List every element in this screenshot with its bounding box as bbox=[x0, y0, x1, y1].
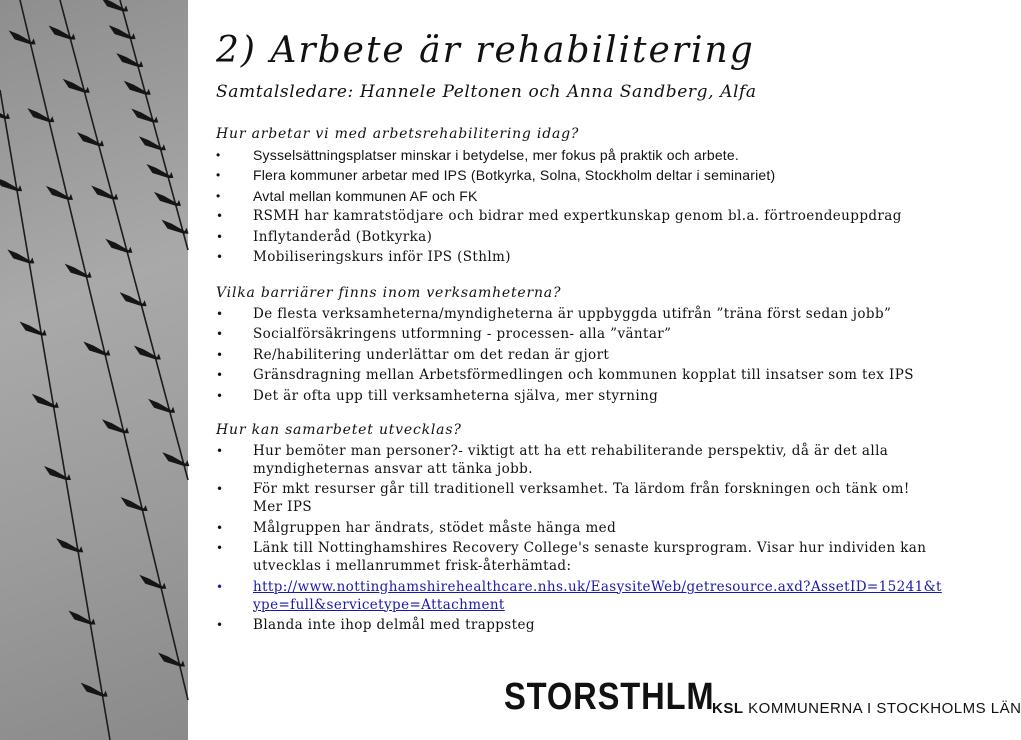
section-collaboration bbox=[216, 421, 946, 634]
bird-shape bbox=[162, 452, 189, 466]
bird-shape bbox=[63, 79, 90, 93]
bird-shape bbox=[162, 220, 189, 234]
bird-shape bbox=[0, 105, 10, 119]
list-item: • Hur bemöter man personer?- viktigt att ha ett rehabiliterande perspektiv, då är det alla myndigheternas ansvar att tänka jobb. bbox=[216, 442, 893, 478]
list-item: • Mobiliseringskurs inför IPS (Sthlm) bbox=[216, 248, 946, 266]
section-barriers bbox=[216, 284, 946, 405]
page-title: 2) Arbete är rehabilitering bbox=[216, 30, 755, 71]
bird-shape bbox=[49, 25, 76, 39]
bird-shape bbox=[56, 538, 83, 552]
list-item: • De flesta verksamheterna/myndigheterna är uppbyggda utifrån ”träna först sedan jobb” bbox=[216, 305, 946, 323]
bird-shape bbox=[77, 132, 104, 146]
list-item: • För mkt resurser går till traditionell verksamhet. Ta lärdom från forskningen och tänk om! Mer IPS bbox=[216, 480, 933, 516]
resource-link[interactable]: • http://www.nottinghamshirehealthcare.nhs.uk/EasysiteWeb/getresource.axd?AssetID=15241&type=full&servicetype=Attachment bbox=[216, 578, 943, 614]
list-item: • Avtal mellan kommunen AF och FK bbox=[216, 187, 946, 205]
bird-shape bbox=[46, 186, 73, 200]
bird-shape bbox=[120, 292, 147, 306]
bird-shape bbox=[158, 653, 185, 667]
list-item: • Sysselsättningsplatser minskar i betydelse, mer fokus på praktik och arbete. bbox=[216, 146, 946, 164]
bird-shape bbox=[65, 264, 92, 278]
bird-shape bbox=[0, 177, 22, 191]
bird-shape bbox=[146, 164, 173, 178]
bird-shape bbox=[7, 249, 34, 263]
section-heading: Hur arbetar vi med arbetsrehabilitering idag? bbox=[216, 126, 580, 142]
birds-on-wire-photo bbox=[0, 0, 188, 740]
list-item: • Inflytanderåd (Botkyrka) bbox=[216, 228, 946, 246]
birds-illustration bbox=[0, 0, 188, 740]
page-subtitle: Samtalsledare: Hannele Peltonen och Anna Sandberg, Alfa bbox=[216, 82, 757, 102]
bird-shape bbox=[83, 341, 110, 355]
bird-shape bbox=[27, 108, 54, 122]
bird-shape bbox=[116, 53, 143, 67]
bird-shape bbox=[105, 239, 132, 253]
bird-shape bbox=[44, 466, 71, 480]
bird-shape bbox=[121, 497, 148, 511]
bird-shape bbox=[81, 683, 108, 697]
bird-shape bbox=[9, 30, 36, 44]
logo-wordmark: STORSTHLM bbox=[504, 676, 715, 718]
bird-shape bbox=[131, 109, 158, 123]
logo-sub-text: KOMMUNERNA I STOCKHOLMS LÄN bbox=[748, 700, 1021, 717]
list-item: • Det är ofta upp till verksamheterna själva, mer styrning bbox=[216, 387, 946, 405]
list-item: • Re/habilitering underlättar om det redan är gjort bbox=[216, 346, 946, 364]
list-item: • Blanda inte ihop delmål med trappsteg bbox=[216, 616, 946, 634]
section-heading: Vilka barriärer finns inom verksamheterna? bbox=[216, 285, 562, 301]
bird-shape bbox=[32, 394, 59, 408]
logo-ksl: KSL bbox=[712, 700, 744, 717]
bird-shape bbox=[102, 419, 129, 433]
bird-shape bbox=[101, 0, 128, 11]
list-item: • RSMH har kamratstödjare och bidrar med expertkunskap genom bl.a. förtroendeuppdrag bbox=[216, 207, 946, 225]
bird-shape bbox=[124, 81, 151, 95]
section-current-work bbox=[216, 125, 946, 266]
logo-subtitle bbox=[712, 700, 1021, 717]
list-item: • Flera kommuner arbetar med IPS (Botkyrka, Solna, Stockholm deltar i seminariet) bbox=[216, 166, 946, 184]
bird-shape bbox=[20, 322, 47, 336]
list-item: • Gränsdragning mellan Arbetsförmedlingen och kommunen kopplat till insatser som tex IPS bbox=[216, 366, 946, 384]
section-heading: Hur kan samarbetet utvecklas? bbox=[216, 422, 462, 438]
bird-shape bbox=[68, 610, 95, 624]
list-item: • Socialförsäkringens utformning - processen- alla ”väntar” bbox=[216, 325, 946, 343]
bird-shape bbox=[134, 345, 161, 359]
list-item: • Länk till Nottinghamshires Recovery College's senaste kursprogram. Visar hur individen kan utvecklas i mellanrummet frisk-återhämtad: bbox=[216, 539, 943, 575]
bird-shape bbox=[139, 136, 166, 150]
bird-shape bbox=[109, 25, 136, 39]
bird-shape bbox=[139, 575, 166, 589]
bird-shape bbox=[148, 399, 175, 413]
bird-shape bbox=[91, 185, 118, 199]
bird-shape bbox=[154, 192, 181, 206]
storsthlm-logo bbox=[504, 676, 1021, 719]
list-item: • Målgruppen har ändrats, stödet måste hänga med bbox=[216, 519, 946, 537]
